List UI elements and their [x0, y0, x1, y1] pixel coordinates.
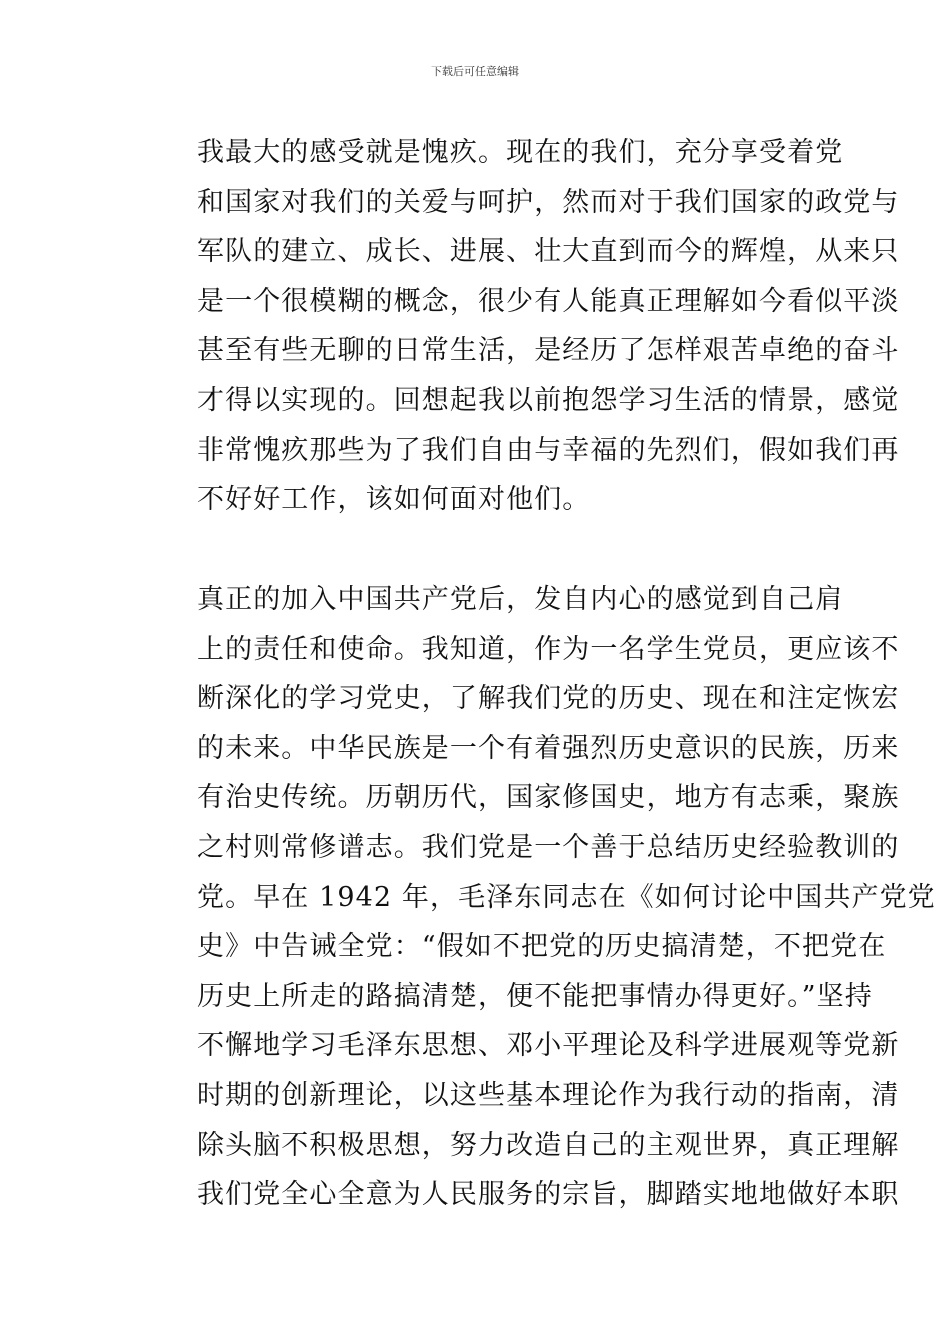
- paragraph-line: 甚至有些无聊的日常生活，是经历了怎样艰苦卓绝的奋斗: [197, 335, 900, 367]
- paragraph-line: 我最大的感受就是愧疚。现在的我们，充分享受着党: [197, 137, 844, 168]
- page-header-note: 下载后可任意编辑: [431, 65, 519, 78]
- paragraph-2: [143, 575, 936, 1220]
- paragraph-1: [143, 128, 900, 525]
- paragraph-line: 除头脑不积极思想，努力改造自己的主观世界，真正理解: [197, 1129, 900, 1161]
- paragraph-line: 军队的建立、成长、进展、壮大直到而今的辉煌，从来只: [197, 236, 900, 268]
- paragraph-line: 不好好工作，该如何面对他们。: [197, 484, 591, 516]
- paragraph-line: 我们党全心全意为人民服务的宗旨，脚踏实地地做好本职: [197, 1179, 900, 1211]
- paragraph-line: 上的责任和使命。我知道，作为一名学生党员，更应该不: [197, 633, 900, 665]
- paragraph-line: 才得以实现的。回想起我以前抱怨学习生活的情景，感觉: [197, 384, 900, 416]
- paragraph-line: 历史上所走的路搞清楚，便不能把事情办得更好。”坚持: [197, 980, 873, 1012]
- paragraph-line: 史》中告诫全党：“假如不把党的历史搞清楚，不把党在: [197, 931, 887, 963]
- paragraph-line: 断深化的学习党史，了解我们党的历史、现在和注定恢宏: [197, 683, 900, 715]
- paragraph-line: 的未来。中华民族是一个有着强烈历史意识的民族，历来: [197, 732, 900, 764]
- paragraph-line: 非常愧疚那些为了我们自由与幸福的先烈们，假如我们再: [197, 434, 900, 466]
- paragraph-line: 和国家对我们的关爱与呵护，然而对于我们国家的政党与: [197, 186, 900, 218]
- paragraph-line: 党。早在 1942 年，毛泽东同志在《如何讨论中国共产党党: [197, 881, 936, 913]
- paragraph-line: 时期的创新理论，以这些基本理论作为我行动的指南，清: [197, 1079, 900, 1111]
- paragraph-line: 是一个很模糊的概念，很少有人能真正理解如今看似平淡: [197, 285, 900, 317]
- paragraph-line: 不懈地学习毛泽东思想、邓小平理论及科学进展观等党新: [197, 1030, 900, 1062]
- paragraph-line: 有治史传统。历朝历代，国家修国史，地方有志乘，聚族: [197, 782, 900, 814]
- paragraph-line: 之村则常修谱志。我们党是一个善于总结历史经验教训的: [197, 831, 900, 863]
- paragraph-line: 真正的加入中国共产党后，发自内心的感觉到自己肩: [197, 584, 844, 615]
